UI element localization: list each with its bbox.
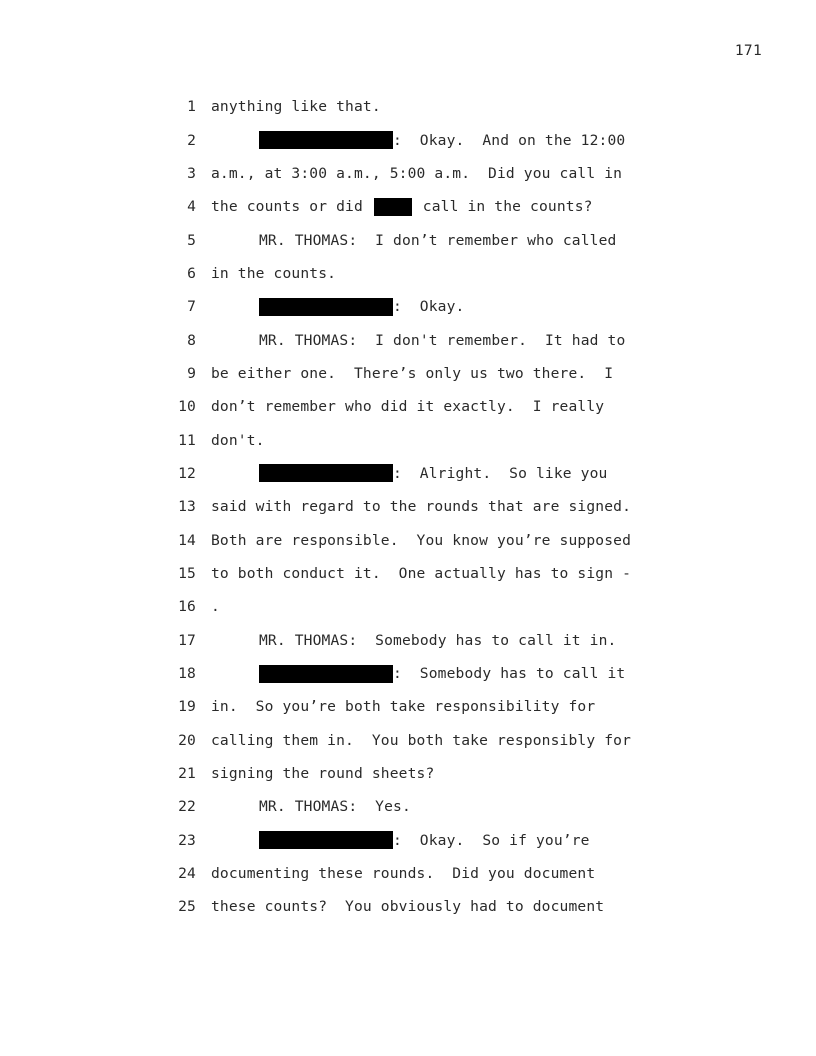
line-text: to both conduct it. One actually has to sign - [211,564,632,582]
transcript-line [174,290,694,323]
transcript-line [174,323,694,356]
line-number: 4 [187,198,196,216]
transcript-line [174,90,694,123]
line-number: 18 [178,665,196,683]
transcript-line [174,157,694,190]
line-number: 24 [178,865,196,883]
transcript-line [174,890,694,923]
line-number: 2 [187,131,196,149]
line-number: 6 [187,264,196,282]
transcript-line [174,357,694,390]
transcript-line [174,257,694,290]
transcript-body [174,90,694,924]
line-text: these counts? You obviously had to document [211,898,605,916]
line-number: 16 [178,598,196,616]
transcript-line [174,624,694,657]
line-number: 7 [187,298,196,316]
line-text: calling them in. You both take responsibly for [211,731,632,749]
line-number: 12 [178,464,196,482]
transcript-line [174,857,694,890]
line-number: 19 [178,698,196,716]
line-text: MR. THOMAS: I don't remember. It had to [259,331,626,349]
transcript-line [174,223,694,256]
line-text: MR. THOMAS: Yes. [259,798,411,816]
line-text: in the counts. [211,264,337,282]
line-text: : Alright. So like you [393,464,608,482]
line-number: 11 [178,431,196,449]
transcript-line [174,824,694,857]
line-text: the counts or did [211,198,372,216]
redacted-speaker-name [259,131,393,149]
line-number: 5 [187,231,196,249]
line-number: 13 [178,498,196,516]
line-number: 17 [178,631,196,649]
redacted-name [374,198,412,216]
line-text: signing the round sheets? [211,765,435,783]
transcript-line [174,490,694,523]
line-text: don't. [211,431,265,449]
line-text: : Okay. So if you’re [393,831,590,849]
line-text: in. So you’re both take responsibility for [211,698,596,716]
line-text: documenting these rounds. Did you document [211,865,596,883]
line-number: 25 [178,898,196,916]
line-number: 1 [187,98,196,116]
transcript-line [174,657,694,690]
line-number: 9 [187,364,196,382]
line-text: a.m., at 3:00 a.m., 5:00 a.m. Did you call in [211,164,623,182]
transcript-line [174,724,694,757]
line-number: 23 [178,831,196,849]
line-text: : Okay. [393,298,465,316]
transcript-line [174,790,694,823]
transcript-line [174,457,694,490]
transcript-line [174,123,694,156]
line-number: 10 [178,398,196,416]
line-number: 15 [178,564,196,582]
transcript-line [174,190,694,223]
page-number: 171 [734,43,762,59]
line-number: 14 [178,531,196,549]
line-text: MR. THOMAS: Somebody has to call it in. [259,631,617,649]
line-text: anything like that. [211,98,381,116]
line-number: 20 [178,731,196,749]
transcript-line [174,390,694,423]
line-text: said with regard to the rounds that are signed. [211,498,632,516]
line-number: 3 [187,164,196,182]
line-number: 8 [187,331,196,349]
line-text: MR. THOMAS: I don’t remember who called [259,231,617,249]
transcript-line [174,757,694,790]
line-number: 22 [178,798,196,816]
redacted-speaker-name [259,831,393,849]
line-text: don’t remember who did it exactly. I really [211,398,605,416]
line-text: be either one. There’s only us two there. I [211,364,614,382]
line-number: 21 [178,765,196,783]
line-text: : Somebody has to call it [393,665,626,683]
line-text: Both are responsible. You know you’re supposed [211,531,632,549]
line-text: call in the counts? [413,198,593,216]
line-text: : Okay. And on the 12:00 [393,131,626,149]
transcript-line [174,423,694,456]
transcript-line [174,523,694,556]
line-text: . [211,598,220,616]
transcript-line [174,690,694,723]
transcript-line [174,590,694,623]
redacted-speaker-name [259,298,393,316]
redacted-speaker-name [259,464,393,482]
transcript-line [174,557,694,590]
redacted-speaker-name [259,665,393,683]
